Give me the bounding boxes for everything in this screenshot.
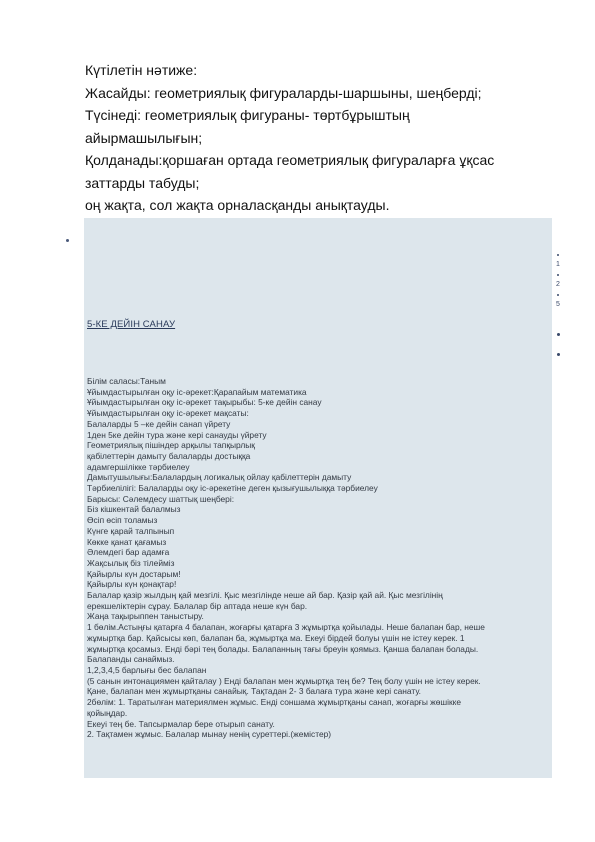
bullet-dot-icon bbox=[557, 294, 559, 296]
outcome-line: Түсінеді: геометриялық фигураны- төртбұрыштың bbox=[85, 107, 410, 123]
lesson-line: жұмыртқа бар. Қайсысы көп, балапан ба, жұмыртқа ма. Екеуі бірдей болуы үшін не істеу керек. 1 bbox=[87, 632, 465, 643]
lesson-line: Ұйымдастырылған оқу іс-әрекет:Қарапайым математика bbox=[87, 386, 307, 397]
outcome-line: оң жақта, сол жақта орналасқанды анықтауды. bbox=[85, 197, 390, 213]
bullet-dot-icon bbox=[557, 274, 559, 276]
outcome-line: Қолданады:қоршаған ортада геометриялық фигураларға ұқсас bbox=[85, 152, 495, 168]
lesson-line: 2. Тақтамен жұмыс. Балалар мынау ненің суреттері.(жемістер) bbox=[87, 729, 332, 740]
lesson-line: адамгершілікке тәрбиелеу bbox=[87, 461, 190, 472]
lesson-line: қабілеттерін дамыту балаларды достыққа bbox=[87, 450, 251, 461]
lesson-line: 1ден 5ке дейін тура және кері санауды үйрету bbox=[87, 429, 267, 440]
lesson-heading: 5-КЕ ДЕЙІН САНАУ bbox=[87, 319, 176, 330]
lesson-line: Көкке қанат қағамыз bbox=[87, 536, 167, 547]
lesson-line: Геометриялық пішіндер арқылы тапқырлық bbox=[87, 440, 255, 451]
side-bullets bbox=[553, 333, 563, 373]
lesson-line: Біз кішкентай балалмыз bbox=[87, 504, 181, 515]
lesson-line: Өсіп өсіп толамыз bbox=[87, 515, 158, 526]
lesson-line: Тәрбиелілігі: Балаларды оқу іс-әрекетіне деген қызығушылыққа тәрбиелеу bbox=[87, 483, 378, 494]
lesson-line: жұмыртқа қосамыз. Енді бәрі тең болады. Балапанның тағы бреуін қоямыз. Қанша балапан болады. bbox=[87, 643, 479, 654]
lesson-body bbox=[87, 376, 549, 740]
lesson-line: ерекшеліктерін сұрау. Балалар бір аптада неше күн бар. bbox=[87, 600, 308, 611]
lesson-line: Екеуі тең бе. Тапсырмалар бере отырып санату. bbox=[87, 718, 275, 729]
lesson-line: Жаңа тақырыппен таныстыру. bbox=[87, 611, 204, 622]
lesson-line: 1,2,3,4,5 барлығы бес балапан bbox=[87, 664, 207, 675]
side-nav-item[interactable]: 1 bbox=[556, 261, 560, 268]
lesson-line: Ұйымдастырылған оқу іс-әрекет тақырыбы: 5-ке дейін санау bbox=[87, 397, 322, 408]
lesson-line: Балаларды 5 –ке дейін санап үйрету bbox=[87, 418, 231, 429]
outcome-line: заттарды табуды; bbox=[85, 174, 200, 191]
lesson-line: Дамытушылығы:Балалардың логикалық ойлау қабілеттерін дамыту bbox=[87, 472, 352, 483]
lesson-line: 1 бөлім.Астыңғы қатарға 4 балапан, жоғарғы қатарға 3 жұмыртқа қойылады. Неше балапан бар, неше bbox=[87, 622, 485, 633]
bullet-dot-icon bbox=[557, 353, 560, 356]
outcome-line: айырмашылығын; bbox=[85, 129, 203, 146]
lesson-line: 2бөлім: 1. Таратылған материялмен жұмыс. Енді соншама жұмыртқаны санап, жоғарғы жөшікке bbox=[87, 697, 462, 708]
lesson-line: Қайырлы күн достарым! bbox=[87, 568, 181, 579]
side-nav-item[interactable]: 5 bbox=[556, 301, 560, 308]
lesson-line: Балапанды санаймыз. bbox=[87, 654, 175, 665]
expected-outcome-title: Күтілетін нәтиже: bbox=[85, 62, 198, 78]
lesson-line: (5 санын интонациямен қайталау ) Енді балапан мен жұмыртқа тең бе? Тең болу үшін не істеу керек. bbox=[87, 675, 481, 686]
lesson-line: Күнге қарай талпынып bbox=[87, 525, 175, 536]
lesson-line: Балалар қазір жылдың қай мезгілі. Қыс мезгілінде неше ай бар. Қазір қай ай. Қыс мезгілінің bbox=[87, 590, 443, 601]
lesson-line: Қайырлы күн қонақтар! bbox=[87, 579, 177, 590]
bullet-dot-icon bbox=[66, 239, 69, 242]
expected-outcome-section bbox=[85, 59, 555, 217]
bullet-dot-icon bbox=[557, 333, 560, 336]
lesson-line: Білім саласы:Таным bbox=[87, 376, 166, 386]
slide-side-nav bbox=[553, 250, 563, 310]
lesson-line: Жақсылық біз тілейміз bbox=[87, 557, 175, 568]
lesson-line: Ұйымдастырылған оқу іс-әрекет мақсаты: bbox=[87, 408, 249, 419]
outcome-line: Жасайды: геометриялық фигураларды-шаршыны, шеңберді; bbox=[85, 84, 482, 101]
lesson-line: Барысы: Сәлемдесу шаттық шеңбері: bbox=[87, 493, 235, 504]
lesson-line: қойыңдар. bbox=[87, 707, 128, 718]
side-nav-item[interactable]: 2 bbox=[556, 281, 560, 288]
bullet-dot-icon bbox=[557, 254, 559, 256]
lesson-line: Қане, балапан мен жұмыртқаны санайық. Тақтадан 2- 3 балаға тура және кері санату. bbox=[87, 686, 422, 697]
lesson-line: Әлемдегі бар адамға bbox=[87, 547, 170, 558]
